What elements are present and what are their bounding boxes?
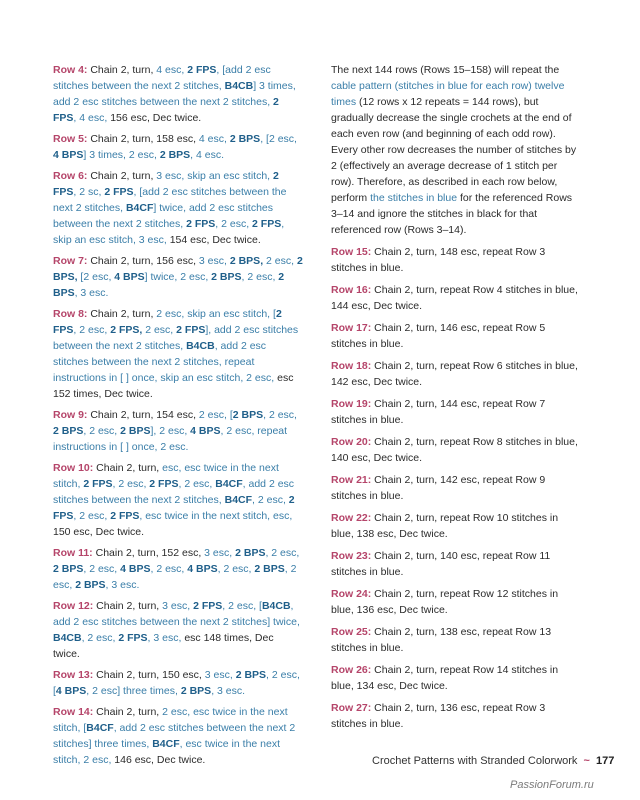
row-text: , 2 esc, [178, 478, 216, 490]
row-text: 2 FPS [193, 600, 223, 612]
row-text: 2 esc, [ [198, 409, 233, 421]
row-text: 2 BPS [229, 133, 261, 145]
row-text: esc, esc twice in the next stitch, [53, 462, 279, 490]
row-text: B4CB [186, 340, 215, 352]
row-text: 154 esc, Dec twice. [169, 234, 261, 246]
pattern-row [53, 131, 303, 163]
row-text: 2 BPS [232, 409, 264, 421]
row-text: 2 FPS [53, 494, 295, 522]
footer-separator: ~ [583, 755, 590, 767]
row-text: , 4 esc. [190, 149, 225, 161]
row-text: , 2 esc, [83, 563, 121, 575]
row-text: 2 BPS, [229, 255, 264, 267]
row-text: 2 BPS [53, 271, 285, 299]
row-text: , add 2 esc stitches between the next 2 stitches, [53, 478, 295, 506]
row-text: , 2 esc, [53, 563, 297, 591]
row-text: ] 3 times, 2 esc, [83, 149, 160, 161]
pattern-row [331, 320, 581, 352]
row-text: esc 148 times, Dec twice. [53, 632, 274, 660]
row-text: 3 esc, [162, 600, 194, 612]
pattern-row [53, 168, 303, 248]
row-text: , add 2 esc stitches between the next 2 stitches] twice, [53, 600, 300, 628]
row-text: Chain 2, turn, [87, 64, 157, 76]
row-text: for the referenced Rows 3–14 and ignore the stitches in black for that referenced row (Rows 3–14). [331, 192, 573, 236]
pattern-row [331, 434, 581, 466]
row-text: , 2 esc, [73, 510, 111, 522]
row-text: , 2 esc, [263, 409, 297, 421]
row-text: 2 BPS [53, 425, 84, 437]
row-text: 4 BPS [53, 149, 84, 161]
row-text: 4 BPS [55, 685, 87, 697]
row-label: Row 12: [53, 600, 94, 612]
row-text: the stitches in blue [370, 192, 458, 204]
row-label: Row 19: [331, 398, 372, 410]
row-text: , 2 esc, [217, 563, 255, 575]
row-text: 3 esc, [204, 669, 236, 681]
page-footer [372, 755, 614, 767]
row-text: B4CF [215, 478, 243, 490]
row-text: , [2 esc, [260, 133, 297, 145]
row-label: Row 13: [53, 669, 94, 681]
pattern-row [53, 598, 303, 662]
right-column [331, 62, 581, 738]
row-text: 4 BPS [114, 271, 145, 283]
row-text: B4CF [152, 738, 180, 750]
row-text: Chain 2, turn, repeat Row 6 stitches in blue, 142 esc, Dec twice. [331, 360, 578, 388]
row-text: B4CB [261, 600, 291, 612]
row-text: 2 FPS [149, 478, 179, 490]
row-text: Chain 2, turn, 136 esc, repeat Row 3 stitches in blue. [331, 702, 546, 730]
row-text: 2 FPS, [110, 324, 143, 336]
row-text: 3 esc, [198, 255, 230, 267]
row-text: 146 esc, Dec twice. [114, 754, 206, 766]
book-title: Crochet Patterns with Stranded Colorwork [372, 755, 578, 767]
row-label: Row 26: [331, 664, 372, 676]
row-text: Chain 2, turn, [93, 706, 163, 718]
row-text: Chain 2, turn, repeat Row 10 stitches in blue, 138 esc, Dec twice. [331, 512, 559, 540]
row-text: 2 BPS [53, 563, 84, 575]
row-text: 2 BPS [180, 685, 212, 697]
row-label: Row 18: [331, 360, 372, 372]
row-text: , [add 2 esc stitches between the next 2 stitches, [53, 64, 271, 92]
pattern-row [53, 667, 303, 699]
row-text: B4CF [224, 494, 253, 506]
row-label: Row 16: [331, 284, 372, 296]
row-text: B4CF [86, 722, 114, 734]
pattern-row [53, 460, 303, 540]
row-label: Row 24: [331, 588, 372, 600]
pattern-row [331, 282, 581, 314]
row-label: Row 27: [331, 702, 372, 714]
row-text: 4 BPS [120, 563, 151, 575]
row-text: , esc twice in the next stitch, 2 esc, [53, 738, 281, 766]
pattern-row [331, 358, 581, 390]
row-text: 2 BPS [235, 669, 267, 681]
row-text: , 2 esc, [ [53, 669, 300, 697]
pattern-row [53, 62, 303, 126]
row-text: The next 144 rows (Rows 15–158) will repeat the [331, 64, 560, 76]
pattern-row [331, 700, 581, 732]
pattern-row [53, 306, 303, 402]
row-label: Row 22: [331, 512, 372, 524]
row-text: , 3 esc. [105, 579, 140, 591]
row-text: , 2 esc, [ [222, 600, 262, 612]
row-text: Chain 2, turn, repeat Row 8 stitches in blue, 140 esc, Dec twice. [331, 436, 578, 464]
row-text: 2 esc, [142, 324, 177, 336]
row-label: Row 8: [53, 308, 88, 320]
row-text: 2 BPS [159, 149, 191, 161]
row-text: 2 FPS [187, 64, 217, 76]
row-label: Row 25: [331, 626, 372, 638]
row-text: (12 rows x 12 repeats = 144 rows), but gradually decrease the single crochets at the end of each even row (and beginning of each odd row). Every other row decreases the number of stitches by 2 (effectively an average decrease of 1 stitch per row). Therefore, as described in each row below, perform [331, 96, 577, 204]
row-text: , 3 esc, [147, 632, 185, 644]
row-text: 150 esc, Dec twice. [53, 526, 145, 538]
row-text: Chain 2, turn, 146 esc, repeat Row 5 stitches in blue. [331, 322, 546, 350]
row-text: , 2 esc, [252, 494, 289, 506]
row-text: , 2 esc, [265, 547, 300, 559]
row-text: 2 FPS [186, 218, 216, 230]
pattern-row [331, 244, 581, 276]
pattern-row [53, 253, 303, 301]
row-text: 2 esc, esc twice in the next stitch, [ [53, 706, 288, 734]
row-text: 2 FPS [252, 218, 282, 230]
row-label: Row 17: [331, 322, 372, 334]
row-text: 2 FPS [53, 96, 279, 124]
row-text: ] twice, 2 esc, [144, 271, 212, 283]
row-text: , esc twice in the next stitch, esc, [139, 510, 293, 522]
row-text: [2 esc, [77, 271, 115, 283]
row-text: , 3 esc. [211, 685, 246, 697]
row-text: , 2 esc, repeat instructions in [ ] once, 2 esc. [53, 425, 288, 453]
pattern-row [53, 545, 303, 593]
row-text: Chain 2, turn, [87, 308, 157, 320]
row-text: 2 BPS [120, 425, 151, 437]
row-text: Chain 2, turn, repeat Row 12 stitches in blue, 136 esc, Dec twice. [331, 588, 559, 616]
row-text: esc 152 times, Dec twice. [53, 372, 294, 400]
row-text: 3 esc, skip an esc stitch, [156, 170, 274, 182]
row-text: Chain 2, turn, 142 esc, repeat Row 9 stitches in blue. [331, 474, 546, 502]
row-label: Row 9: [53, 409, 88, 421]
row-text: , add 2 esc stitches between the next 2 stitches, repeat instructions in [ ] once, skip an esc stitch, 2 esc, [53, 340, 278, 384]
row-text: cable pattern (stitches in blue for each row) twelve times [331, 80, 565, 108]
row-text: 4 esc, [156, 64, 188, 76]
row-text: Chain 2, turn, 156 esc, [87, 255, 199, 267]
row-text: , 2 sc, [73, 186, 105, 198]
row-text: 2 FPS [53, 308, 282, 336]
row-text: , 2 esc, [241, 271, 279, 283]
row-text: , 2 esc] three times, [86, 685, 181, 697]
row-text: , 2 esc, [73, 324, 111, 336]
row-text: Chain 2, turn, [87, 170, 157, 182]
left-column [53, 62, 303, 773]
row-text: Chain 2, turn, repeat Row 14 stitches in blue, 134 esc, Dec twice. [331, 664, 559, 692]
row-label: Row 5: [53, 133, 88, 145]
row-text: , 2 esc, [150, 563, 188, 575]
row-label: Row 11: [53, 547, 93, 559]
row-text: ], add 2 esc stitches between the next 2 stitches, [53, 324, 299, 352]
pattern-row [331, 472, 581, 504]
page-number: 177 [596, 755, 615, 767]
row-text: 3 esc, [204, 547, 236, 559]
row-text: , 2 esc, [81, 632, 119, 644]
row-text: Chain 2, turn, 152 esc, [92, 547, 205, 559]
pattern-row [331, 624, 581, 656]
pattern-row [331, 548, 581, 580]
row-text: Chain 2, turn, repeat Row 4 stitches in blue, 144 esc, Dec twice. [331, 284, 578, 312]
row-label: Row 10: [53, 462, 94, 474]
pattern-row [331, 586, 581, 618]
row-text: , 2 esc, [112, 478, 150, 490]
row-text: Chain 2, turn, [93, 600, 163, 612]
row-label: Row 14: [53, 706, 94, 718]
row-text: 2 BPS [254, 563, 285, 575]
row-text: , 2 esc, [83, 425, 121, 437]
row-text: ] twice, add 2 esc stitches between the next 2 stitches, [53, 202, 274, 230]
row-text: 2 BPS [235, 547, 266, 559]
row-text: 2 FPS [53, 170, 279, 198]
row-text: 2 FPS [110, 510, 140, 522]
row-label: Row 20: [331, 436, 372, 448]
row-text: Chain 2, turn, 140 esc, repeat Row 11 stitches in blue. [331, 550, 551, 578]
row-text: 2 esc, [263, 255, 297, 267]
row-label: Row 15: [331, 246, 372, 258]
row-text: Chain 2, turn, 138 esc, repeat Row 13 stitches in blue. [331, 626, 552, 654]
row-text: 4 BPS [190, 425, 221, 437]
row-text: , 4 esc, [73, 112, 111, 124]
row-label: Row 21: [331, 474, 372, 486]
row-text: , [add 2 esc stitches between the next 2 stitches, [53, 186, 287, 214]
row-text: B4CF [125, 202, 154, 214]
row-text: ] 3 times, add 2 esc stitches between the next 2 stitches, [53, 80, 296, 108]
row-text: 2 BPS [75, 579, 106, 591]
pattern-row [331, 662, 581, 694]
pattern-row [53, 704, 303, 768]
pattern-row [331, 510, 581, 542]
row-text: 156 esc, Dec twice. [110, 112, 202, 124]
row-text: Chain 2, turn, 148 esc, repeat Row 3 stitches in blue. [331, 246, 546, 274]
row-label: Row 7: [53, 255, 88, 267]
row-text: 2 FPS [118, 632, 148, 644]
row-label: Row 23: [331, 550, 372, 562]
row-text: 2 esc, skip an esc stitch, [ [156, 308, 276, 320]
row-text: Chain 2, turn, 158 esc, [87, 133, 199, 145]
row-text: B4CB [53, 632, 82, 644]
row-text: 4 BPS [187, 563, 218, 575]
row-text: , 2 esc, [215, 218, 253, 230]
row-label: Row 4: [53, 64, 88, 76]
row-text: 2 FPS [176, 324, 206, 336]
pattern-row [331, 62, 581, 238]
row-text: Chain 2, turn, 150 esc, [93, 669, 205, 681]
row-text: 2 BPS [211, 271, 242, 283]
row-text: 2 FPS [104, 186, 134, 198]
row-text: Chain 2, turn, [93, 462, 163, 474]
row-text: , skip an esc stitch, 3 esc, [53, 218, 285, 246]
row-label: Row 6: [53, 170, 88, 182]
row-text: Chain 2, turn, 154 esc, [87, 409, 199, 421]
row-text: ], 2 esc, [150, 425, 191, 437]
row-text: 2 BPS, [53, 255, 303, 283]
row-text: B4CB [224, 80, 254, 92]
row-text: Chain 2, turn, 144 esc, repeat Row 7 stitches in blue. [331, 398, 546, 426]
row-text: , add 2 esc stitches between the next 2 stitches] three times, [53, 722, 296, 750]
pattern-row [331, 396, 581, 428]
row-text: 4 esc, [198, 133, 230, 145]
watermark: PassionForum.ru [510, 779, 594, 791]
row-text: 2 FPS [83, 478, 113, 490]
pattern-row [53, 407, 303, 455]
row-text: , 3 esc. [74, 287, 109, 299]
